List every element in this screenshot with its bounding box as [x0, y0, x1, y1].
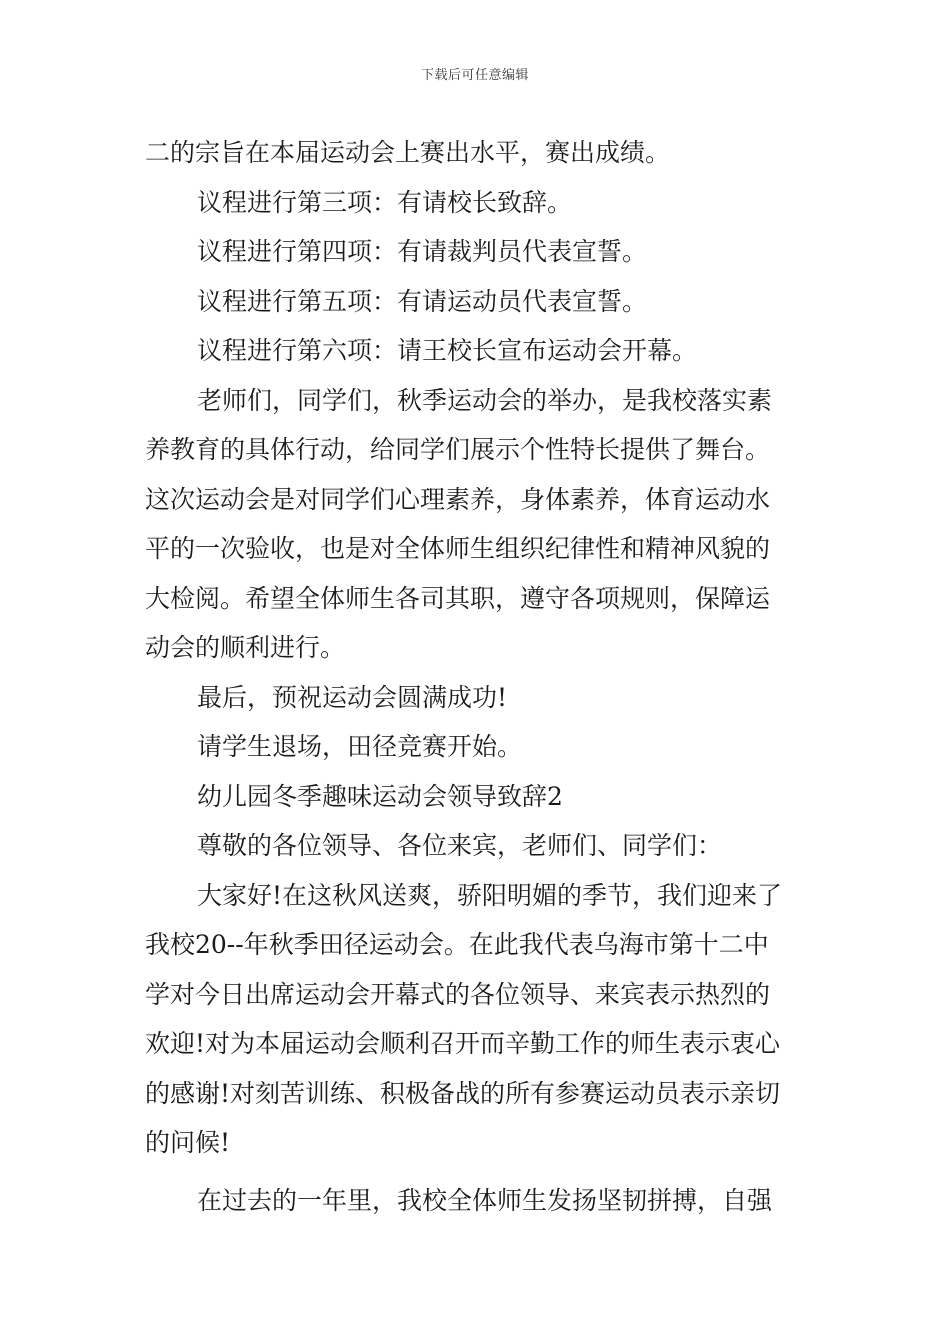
- text-line: 动会的顺利进行。: [145, 633, 346, 662]
- text-line: 老师们，同学们，秋季运动会的举办，是我校落实素: [197, 385, 773, 415]
- text-line: 大检阅。希望全体师生各司其职，遵守各项规则，保障运: [145, 583, 771, 613]
- text-line: 欢迎!对为本届运动会顺利召开而辛勤工作的师生表示衷心: [145, 1029, 781, 1058]
- text-line: 尊敬的各位领导、各位来宾，老师们、同学们：: [197, 831, 723, 860]
- text-line: 平的一次验收，也是对全体师生组织纪律性和精神风貌的: [145, 534, 771, 563]
- text-line: 议程进行第三项：有请校长致辞。: [197, 187, 573, 217]
- text-line: 学对今日出席运动会开幕式的各位领导、来宾表示热烈的: [145, 979, 771, 1009]
- document-body: [145, 128, 810, 1225]
- text-line: 大家好!在这秋风送爽，骄阳明媚的季节，我们迎来了: [197, 880, 783, 910]
- section-title: 幼儿园冬季趣味运动会领导致辞2: [197, 781, 563, 811]
- text-line: 的问候!: [145, 1128, 231, 1157]
- page-header-note: 下载后可任意编辑: [420, 68, 529, 83]
- text-line: 在过去的一年里，我校全体师生发扬坚韧拼搏，自强: [197, 1185, 773, 1215]
- text-line: 的感谢!对刻苦训练、积极备战的所有参赛运动员表示亲切: [145, 1078, 781, 1108]
- text-line: 最后，预祝运动会圆满成功!: [197, 682, 508, 712]
- text-line: 我校20--年秋季田径运动会。在此我代表乌海市第十二中: [145, 930, 769, 959]
- text-line: 议程进行第六项：请王校长宣布运动会开幕。: [197, 336, 698, 365]
- text-line: 议程进行第五项：有请运动员代表宣誓。: [197, 286, 648, 316]
- text-line: 二的宗旨在本届运动会上赛出水平，赛出成绩。: [145, 138, 671, 167]
- text-line: 养教育的具体行动，给同学们展示个性特长提供了舞台。: [145, 435, 771, 464]
- paragraph-gap: [145, 1168, 810, 1176]
- text-line: 议程进行第四项：有请裁判员代表宣誓。: [197, 237, 648, 266]
- text-line: 这次运动会是对同学们心理素养，身体素养，体育运动水: [145, 484, 771, 514]
- text-line: 请学生退场，田径竞赛开始。: [197, 732, 523, 761]
